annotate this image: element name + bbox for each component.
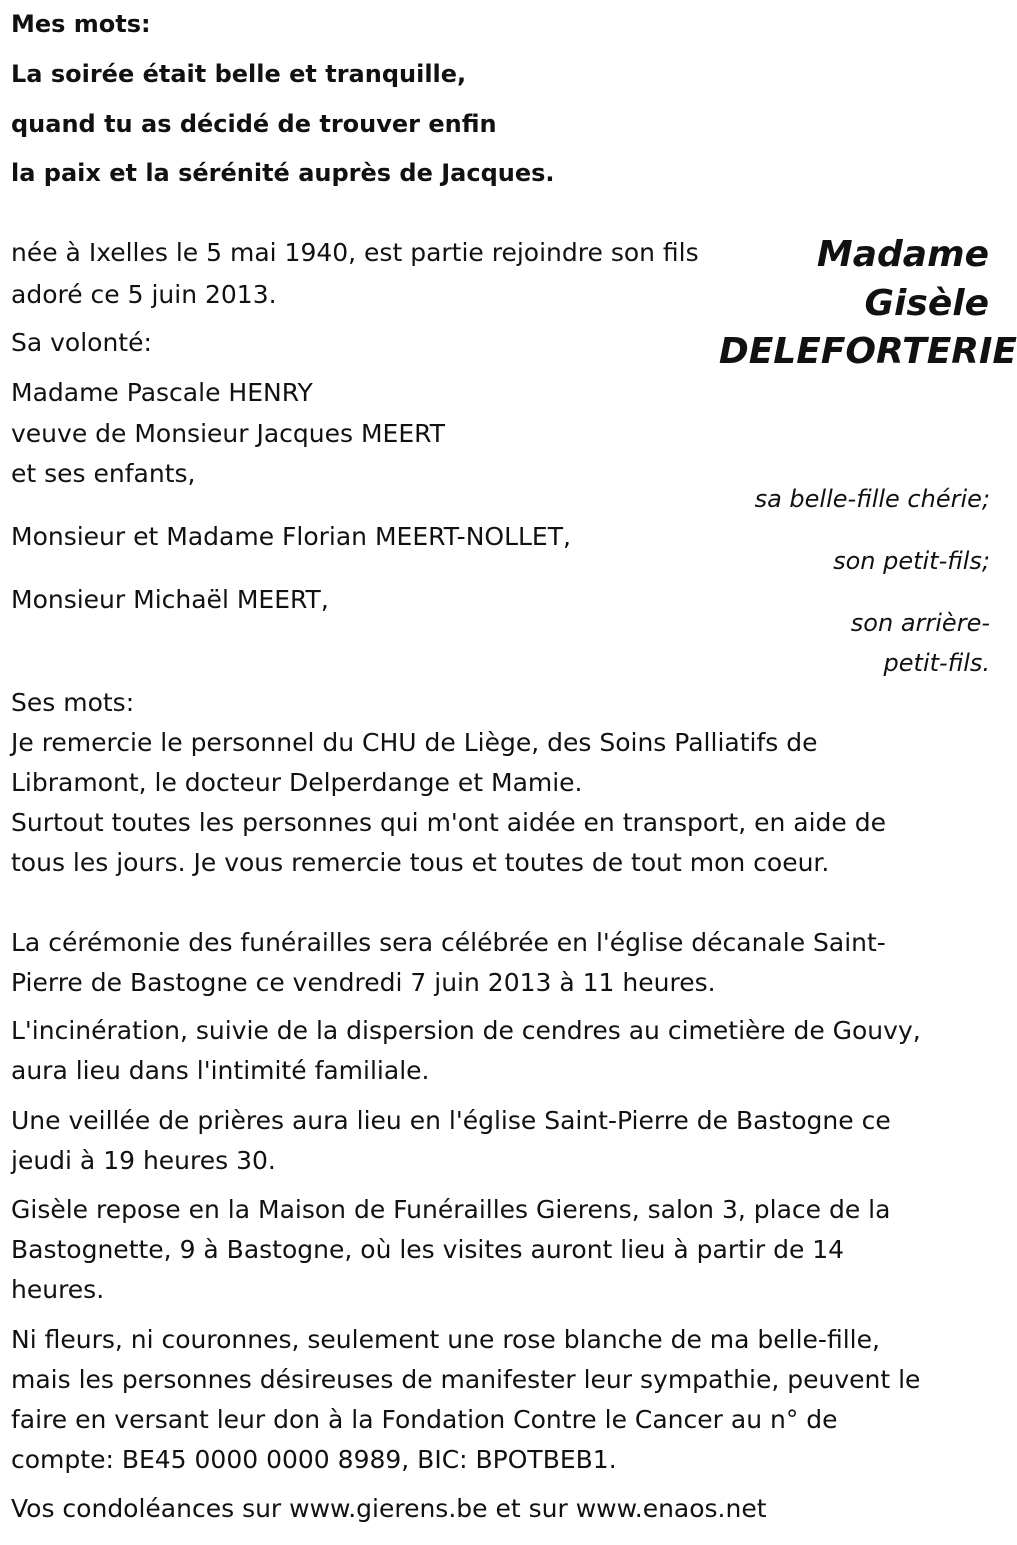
family-relation: son arrière- [850,609,990,637]
ses-mots-line: Je remercie le personnel du CHU de Liège, des Soins Palliatifs de [11,728,818,757]
poem-line: La soirée était belle et tranquille, [11,60,467,88]
family-line: Monsieur et Madame Florian MEERT-NOLLET, [11,522,571,551]
incineration-line: aura lieu dans l'intimité familiale. [11,1056,430,1085]
volonte-label: Sa volonté: [11,328,152,357]
deceased-first-name: Gisèle [864,283,989,324]
condoleances-line: Vos condoléances sur www.gierens.be et sur www.enaos.net [11,1494,767,1523]
deceased-title: Madame [816,234,989,275]
fleurs-line: compte: BE45 0000 0000 8989, BIC: BPOTBEB1. [11,1445,617,1474]
fleurs-line: mais les personnes désireuses de manifester leur sympathie, peuvent le [11,1365,921,1394]
deceased-last-name: DELEFORTERIE [718,331,1017,372]
family-line: Monsieur Michaël MEERT, [11,585,329,614]
family-relation: sa belle-fille chérie; [754,485,990,513]
poem-line: la paix et la sérénité auprès de Jacques. [11,159,555,187]
intro-line: née à Ixelles le 5 mai 1940, est partie rejoindre son fils [11,238,699,267]
intro-line: adoré ce 5 juin 2013. [11,280,277,309]
ses-mots-line: Libramont, le docteur Delperdange et Mamie. [11,768,583,797]
family-line: Madame Pascale HENRY [11,378,313,407]
poem-line: quand tu as décidé de trouver enfin [11,110,497,138]
fleurs-line: faire en versant leur don à la Fondation Contre le Cancer au n° de [11,1405,838,1434]
incineration-line: L'incinération, suivie de la dispersion de cendres au cimetière de Gouvy, [11,1016,921,1045]
family-line: et ses enfants, [11,459,196,488]
repose-line: Bastognette, 9 à Bastogne, où les visites auront lieu à partir de 14 [11,1235,845,1264]
family-line: veuve de Monsieur Jacques MEERT [11,419,445,448]
ses-mots-line: Ses mots: [11,688,135,717]
ceremony-line: Pierre de Bastogne ce vendredi 7 juin 2013 à 11 heures. [11,968,716,997]
ceremony-line: La cérémonie des funérailles sera célébrée en l'église décanale Saint- [11,928,886,957]
veillee-line: jeudi à 19 heures 30. [11,1146,276,1175]
ses-mots-line: tous les jours. Je vous remercie tous et toutes de tout mon coeur. [11,848,830,877]
repose-line: Gisèle repose en la Maison de Funérailles Gierens, salon 3, place de la [11,1195,891,1224]
poem-line: Mes mots: [11,10,151,38]
veillee-line: Une veillée de prières aura lieu en l'église Saint-Pierre de Bastogne ce [11,1106,891,1135]
repose-line: heures. [11,1275,105,1304]
family-relation: son petit-fils; [833,547,990,575]
fleurs-line: Ni fleurs, ni couronnes, seulement une rose blanche de ma belle-fille, [11,1325,880,1354]
family-relation: petit-fils. [883,649,990,677]
ses-mots-line: Surtout toutes les personnes qui m'ont aidée en transport, en aide de [11,808,886,837]
